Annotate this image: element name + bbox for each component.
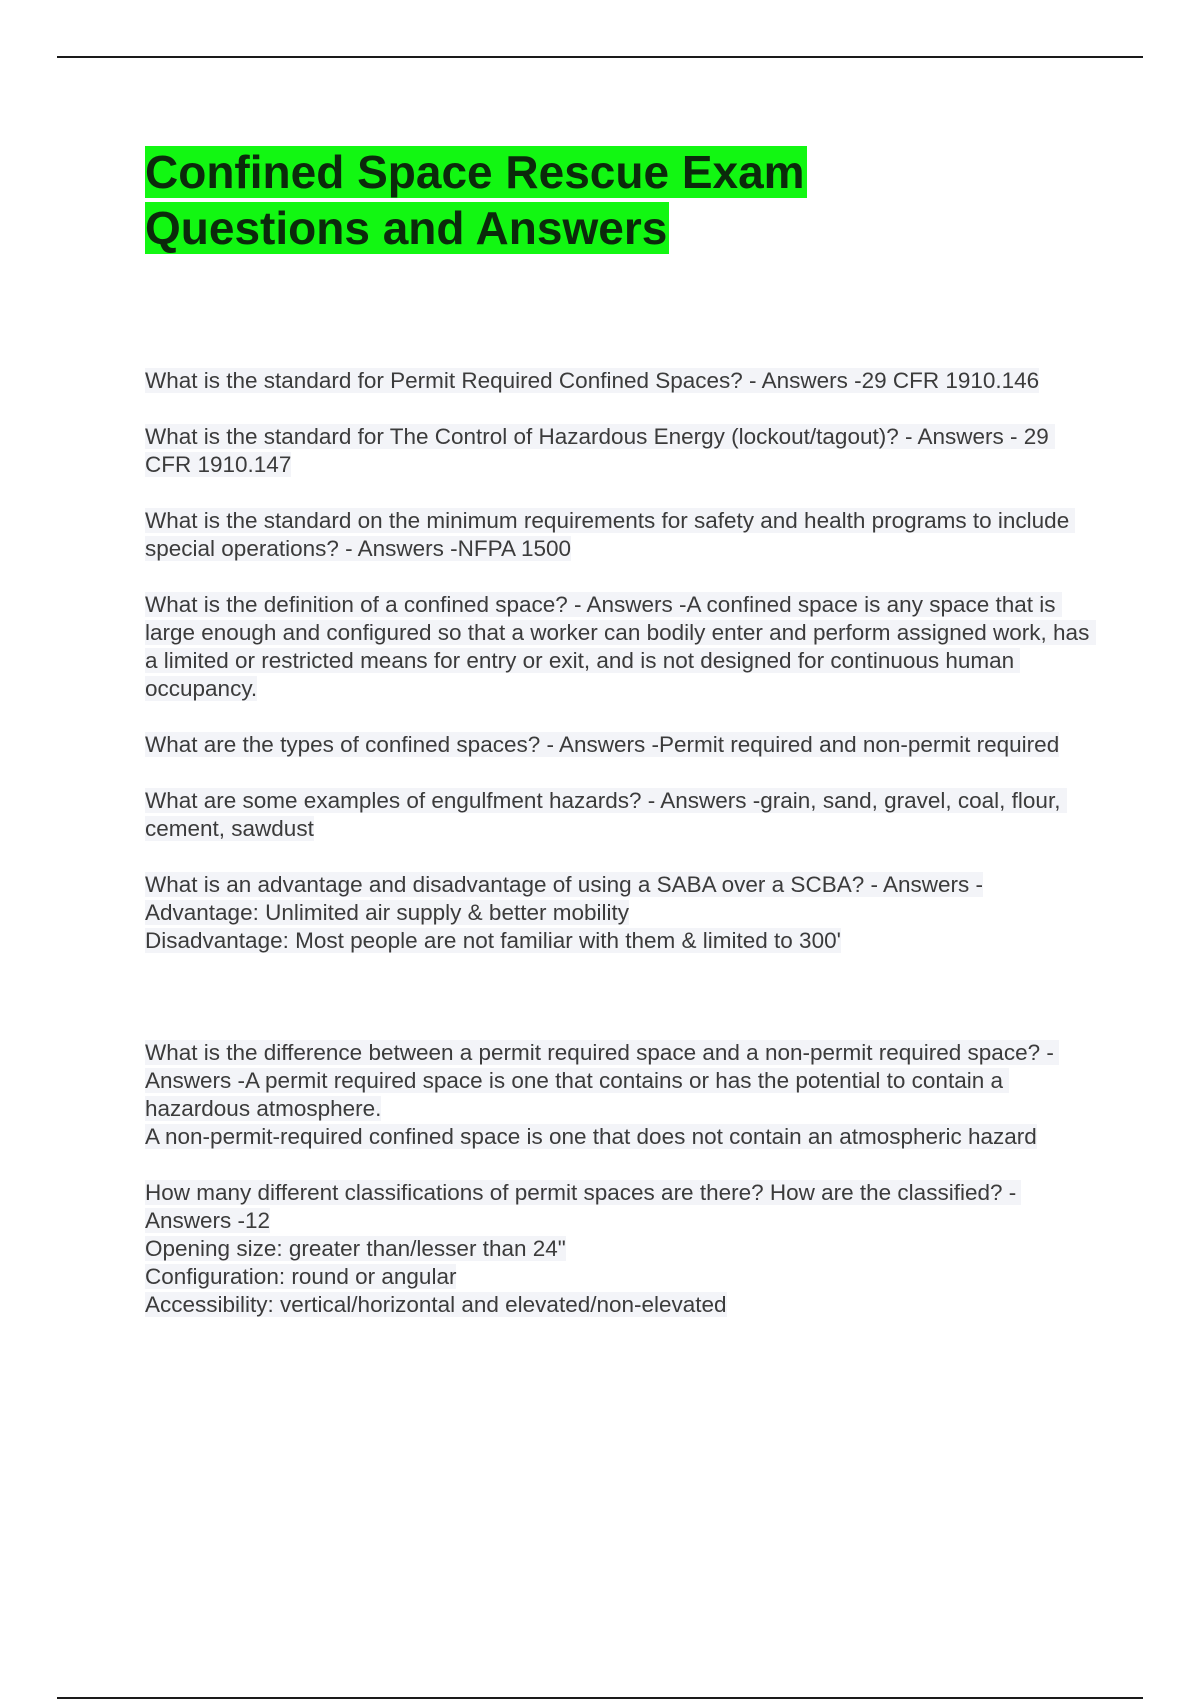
qa-list bbox=[145, 367, 1095, 1319]
qa-item bbox=[145, 871, 1095, 955]
qa-item bbox=[145, 591, 1095, 703]
header-rule bbox=[57, 56, 1143, 58]
qa-text: What are some examples of engulfment hazards? - Answers -grain, sand, gravel, coal, flour, cement, sawdust bbox=[145, 788, 1067, 841]
qa-item bbox=[145, 1039, 1095, 1151]
qa-text: How many different classifications of permit spaces are there? How are the classified? - Answers -12 Opening size: greater than/lesser than 24" Configuration: round or angular Accessibility: vertical/horizontal and elevated/non-elevated bbox=[145, 1180, 1021, 1317]
qa-item bbox=[145, 367, 1095, 395]
qa-text: What is the standard for Permit Required Confined Spaces? - Answers -29 CFR 1910.146 bbox=[145, 368, 1040, 393]
qa-item bbox=[145, 507, 1095, 563]
qa-text: What are the types of confined spaces? - Answers -Permit required and non-permit required bbox=[145, 732, 1060, 757]
title-line-1: Confined Space Rescue Exam bbox=[145, 146, 805, 198]
qa-item bbox=[145, 1179, 1095, 1319]
qa-text: What is the standard for The Control of Hazardous Energy (lockout/tagout)? - Answers - 29 CFR 1910.147 bbox=[145, 424, 1056, 477]
qa-item bbox=[145, 731, 1095, 759]
qa-text: What is an advantage and disadvantage of using a SABA over a SCBA? - Answers - Advantage: Unlimited air supply & better mobility Disadvantage: Most people are not familiar with them & limited to 300' bbox=[145, 872, 983, 953]
qa-text: What is the standard on the minimum requirements for safety and health programs to include special operations? - Answers -NFPA 1500 bbox=[145, 508, 1076, 561]
qa-text: What is the difference between a permit required space and a non-permit required space? - Answers -A permit required space is one that contains or has the potential to contain a hazardous atmosphere. A non-permit-required confined space is one that does not contain an atmospheric hazard bbox=[145, 1040, 1059, 1149]
qa-item bbox=[145, 787, 1095, 843]
page-title bbox=[145, 144, 885, 256]
footer-rule bbox=[57, 1697, 1143, 1699]
qa-text: What is the definition of a confined space? - Answers -A confined space is any space that is large enough and configured so that a worker can bodily enter and perform assigned work, has a limited or restricted means for entry or exit, and is not designed for continuous human occupancy. bbox=[145, 592, 1096, 701]
qa-item bbox=[145, 423, 1095, 479]
title-line-2: Questions and Answers bbox=[145, 202, 668, 254]
